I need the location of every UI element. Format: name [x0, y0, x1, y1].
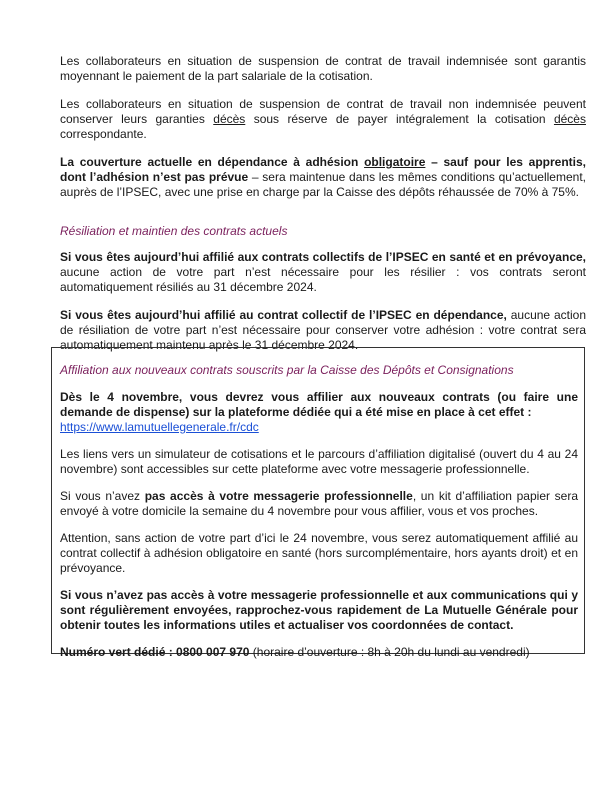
paragraph-simulateur: Les liens vers un simulateur de cotisations et le parcours d’affiliation digitalisé (ouvert du 4 au 24 novembre) sont accessibles sur cette plateforme avec votre messagerie professionnelle. — [60, 447, 578, 476]
paragraph-suspension-non-indemnisee: Les collaborateurs en situation de suspension de contrat de travail non indemnisée peuvent conserver leurs garanties décès sous réserve de payer intégralement la cotisation décès correspondante. — [60, 97, 586, 141]
paragraph-resiliation-sante-prevoyance: Si vous êtes aujourd’hui affilié aux contrats collectifs de l’IPSEC en santé et en prévoyance, aucune action de votre part n’est nécessaire pour les résilier : vos contrats seront automatiquement résiliés au 31 décembre 2024. — [60, 250, 586, 294]
section-title-resiliation: Résiliation et maintien des contrats actuels — [60, 224, 288, 238]
paragraph-contact-mutuelle: Si vous n’avez pas accès à votre messagerie professionnelle et aux communications qui y sont régulièrement envoyées, rapprochez-vous rapidement de La Mutuelle Générale pour obtenir toutes les informations utiles et actualiser vos coordonnées de contact. — [60, 588, 578, 632]
paragraph-maintien-dependance: Si vous êtes aujourd’hui affilié au contrat collectif de l’IPSEC en dépendance, aucune action de résiliation de votre part n’est nécessaire pour conserver votre adhésion : votre contrat sera automatiquement maintenu après le 31 décembre 2024. — [60, 308, 587, 352]
paragraph-kit-papier: Si vous n’avez pas accès à votre messagerie professionnelle, un kit d’affiliation papier sera envoyé à votre domicile la semaine du 4 novembre pour vous affilier, vous et vos proches. — [60, 489, 578, 518]
paragraph-attention: Attention, sans action de votre part d’ici le 24 novembre, vous serez automatiquement affilié au contrat collectif à adhésion obligatoire en santé (hors surcomplémentaire, hors ayants droit) et en prévoyance. — [60, 531, 578, 575]
platform-link[interactable]: https://www.lamutuellegenerale.fr/cdc — [60, 420, 259, 434]
paragraph-numero-vert: Numéro vert dédié : 0800 007 970 (horaire d’ouverture : 8h à 20h du lundi au vendredi) — [60, 645, 530, 659]
paragraph-couverture-dependance: La couverture actuelle en dépendance à adhésion obligatoire – sauf pour les apprentis, dont l’adhésion n’est pas prévue – sera maintenue dans les mêmes conditions qu’actuellement, auprès de l’IPSEC, avec une prise en charge par la Caisse des dépôts réhaussée de 70% à 75%. — [60, 155, 586, 199]
box-title-affiliation: Affiliation aux nouveaux contrats souscrits par la Caisse des Dépôts et Consignations — [60, 363, 514, 377]
document-body — [60, 54, 586, 366]
paragraph-suspension-indemnisee: Les collaborateurs en situation de suspension de contrat de travail indemnisée sont garantis moyennant le paiement de la part salariale de la cotisation. — [60, 54, 586, 83]
affiliation-info-box — [51, 347, 585, 659]
paragraph-affiliation-date: Dès le 4 novembre, vous devrez vous affilier aux nouveaux contrats (ou faire une demande de dispense) sur la plateforme dédiée qui a été mise en place à cet effet : https://www.lamutuellegenerale.fr/cdc — [60, 390, 578, 434]
